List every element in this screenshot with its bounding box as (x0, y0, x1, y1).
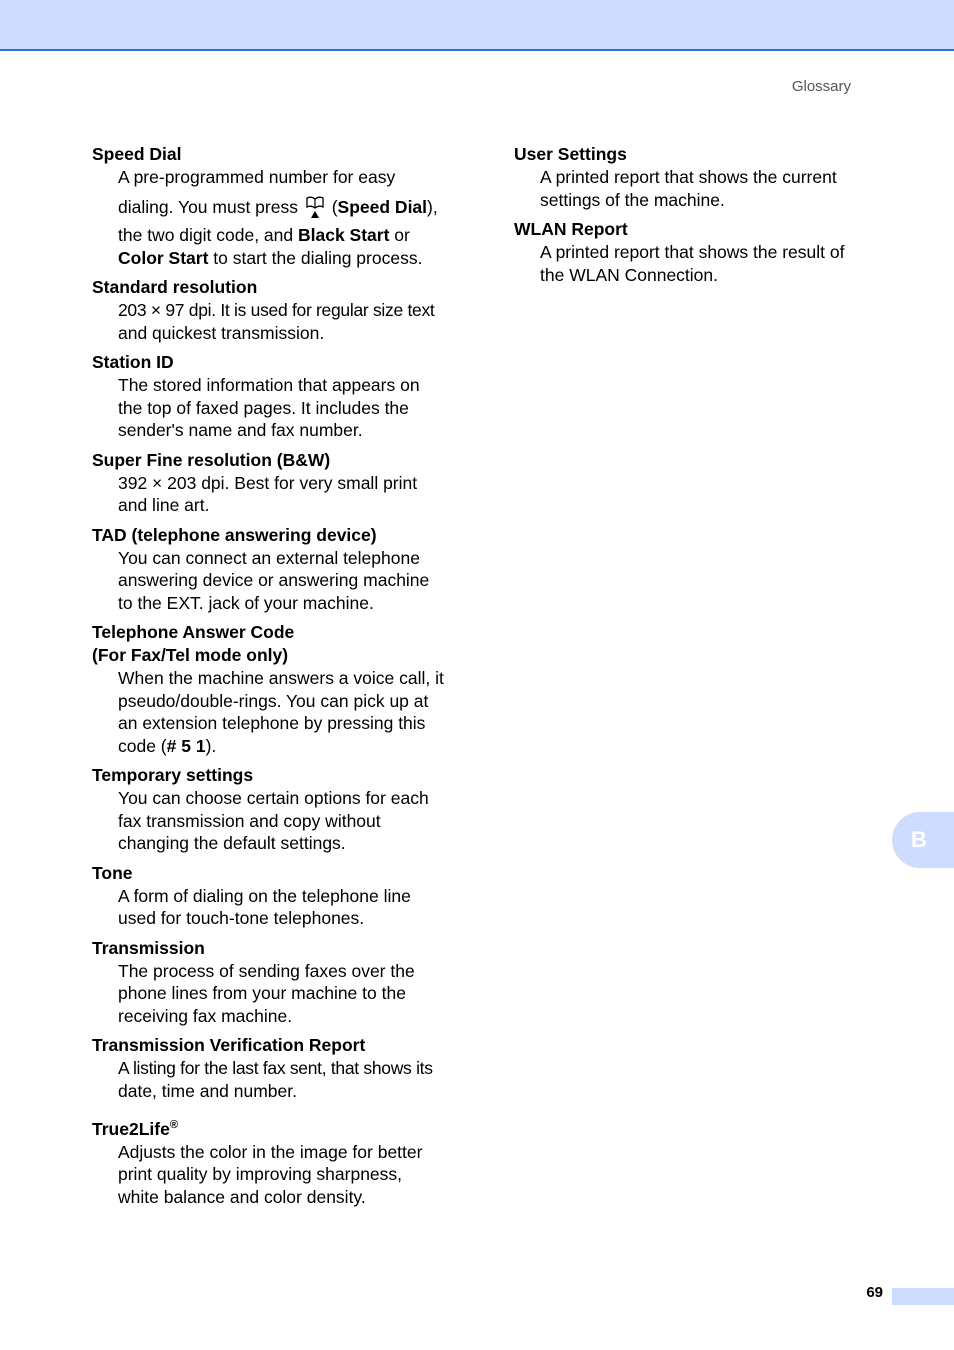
term-standard-resolution: Standard resolution (92, 277, 258, 297)
entry-speed-dial (92, 143, 464, 269)
def-text: ( (326, 196, 338, 217)
entry-super-fine-resolution (92, 449, 464, 517)
entry-transmission (92, 937, 464, 1028)
def-line: receiving fax machine. (118, 1005, 293, 1026)
term-telephone-answer-code: Telephone Answer Code (92, 622, 295, 642)
term-transmission-verification-report: Transmission Verification Report (92, 1035, 366, 1055)
def-line: sender's name and fax number. (118, 420, 363, 440)
def-line: A printed report that shows the current (540, 167, 837, 187)
term-transmission: Transmission (92, 937, 205, 958)
def-line: changing the default settings. (118, 833, 346, 853)
left-column (92, 143, 464, 1215)
def-bold: Black Start (297, 225, 390, 245)
term-super-fine-resolution: Super Fine resolution (B&W) (92, 449, 331, 470)
definition-temporary-settings (118, 787, 464, 855)
def-line (118, 735, 464, 758)
definition-user-settings (540, 166, 886, 211)
entry-user-settings (514, 143, 886, 211)
def-text: or (389, 225, 410, 245)
def-line: print quality by improving sharpness, (118, 1164, 403, 1185)
def-line: A pre-programmed number for easy (118, 167, 396, 187)
term-tad: TAD (telephone answering device) (92, 524, 377, 545)
definition-true2life (118, 1141, 464, 1209)
def-line: A listing for the last fax sent, that shows its (118, 1058, 433, 1078)
def-text: the two digit code, and (118, 225, 298, 245)
entry-standard-resolution (92, 276, 464, 344)
def-bold: # 5 1 (166, 735, 206, 756)
def-line: used for touch-tone telephones. (118, 908, 365, 928)
def-line: settings of the machine. (540, 189, 725, 210)
entry-transmission-verification-report (92, 1034, 464, 1102)
entry-tad (92, 524, 464, 615)
def-line: A form of dialing on the telephone line (118, 885, 411, 906)
def-line: When the machine answers a voice call, it (118, 668, 444, 688)
def-line: phone lines from your machine to the (118, 983, 406, 1003)
running-head: Glossary (791, 78, 851, 95)
term-tone: Tone (92, 862, 133, 883)
def-line: The stored information that appears on (118, 375, 420, 395)
term-station-id: Station ID (92, 352, 174, 372)
def-line: fax transmission and copy without (118, 810, 381, 831)
def-line (118, 247, 464, 270)
page-number-bar (892, 1288, 954, 1305)
entry-tone (92, 862, 464, 930)
chapter-tab-b (892, 812, 954, 868)
definition-telephone-answer-code (118, 667, 464, 757)
def-line: date, time and number. (118, 1080, 297, 1101)
definition-super-fine-resolution (118, 472, 464, 517)
def-line: white balance and color density. (118, 1186, 366, 1207)
term-true2life (92, 1114, 464, 1141)
entry-wlan-report (514, 218, 886, 286)
def-line: and line art. (118, 495, 210, 515)
def-line: and quickest transmission. (118, 322, 325, 343)
chapter-tab-label: B (911, 827, 927, 852)
def-line (118, 224, 464, 247)
def-text: ), (427, 196, 438, 217)
def-line: to the EXT. jack of your machine. (118, 592, 374, 613)
right-column (514, 143, 886, 293)
def-line: the WLAN Connection. (540, 264, 719, 285)
term-wlan-report: WLAN Report (514, 219, 628, 239)
definition-tone (118, 885, 464, 930)
entry-true2life (92, 1114, 464, 1208)
definition-standard-resolution (118, 299, 464, 344)
def-line: You can connect an external telephone (118, 547, 420, 568)
term-text: True2Life (92, 1118, 170, 1139)
def-line: You can choose certain options for each (118, 788, 429, 808)
def-text: code ( (118, 735, 167, 756)
def-line (118, 195, 464, 225)
entry-temporary-settings (92, 764, 464, 855)
header-band (0, 0, 954, 51)
def-line: Adjusts the color in the image for better (118, 1141, 423, 1162)
term-telephone-answer-code-qualifier: (For Fax/Tel mode only) (92, 645, 289, 665)
term-temporary-settings: Temporary settings (92, 765, 254, 785)
def-text: to start the dialing process. (208, 247, 423, 268)
entry-telephone-answer-code (92, 621, 464, 757)
definition-transmission (118, 960, 464, 1028)
term-speed-dial: Speed Dial (92, 144, 182, 164)
def-line: 392 × 203 dpi. Best for very small print (118, 472, 418, 493)
definition-station-id (118, 374, 464, 442)
def-bold: Speed Dial (337, 196, 428, 217)
def-line: answering device or answering machine (118, 570, 430, 590)
def-line: A printed report that shows the result of (540, 242, 845, 262)
def-line: pseudo/double-rings. You can pick up at (118, 690, 429, 711)
term-user-settings: User Settings (514, 144, 627, 164)
def-text: ). (205, 735, 217, 756)
def-line: the top of faxed pages. It includes the (118, 397, 409, 418)
entry-station-id (92, 351, 464, 442)
def-line: 203 × 97 dpi. It is used for regular size text (118, 300, 435, 320)
def-line: The process of sending faxes over the (118, 960, 415, 981)
def-bold: Color Start (118, 247, 209, 268)
definition-wlan-report (540, 241, 886, 286)
speed-dial-book-icon (305, 195, 325, 225)
definition-transmission-verification-report (118, 1057, 464, 1102)
page-number: 69 (866, 1284, 883, 1301)
def-line: an extension telephone by pressing this (118, 713, 426, 733)
definition-speed-dial (118, 166, 464, 269)
def-text: dialing. You must press (118, 196, 303, 217)
registered-mark: ® (169, 1119, 178, 1131)
definition-tad (118, 547, 464, 615)
